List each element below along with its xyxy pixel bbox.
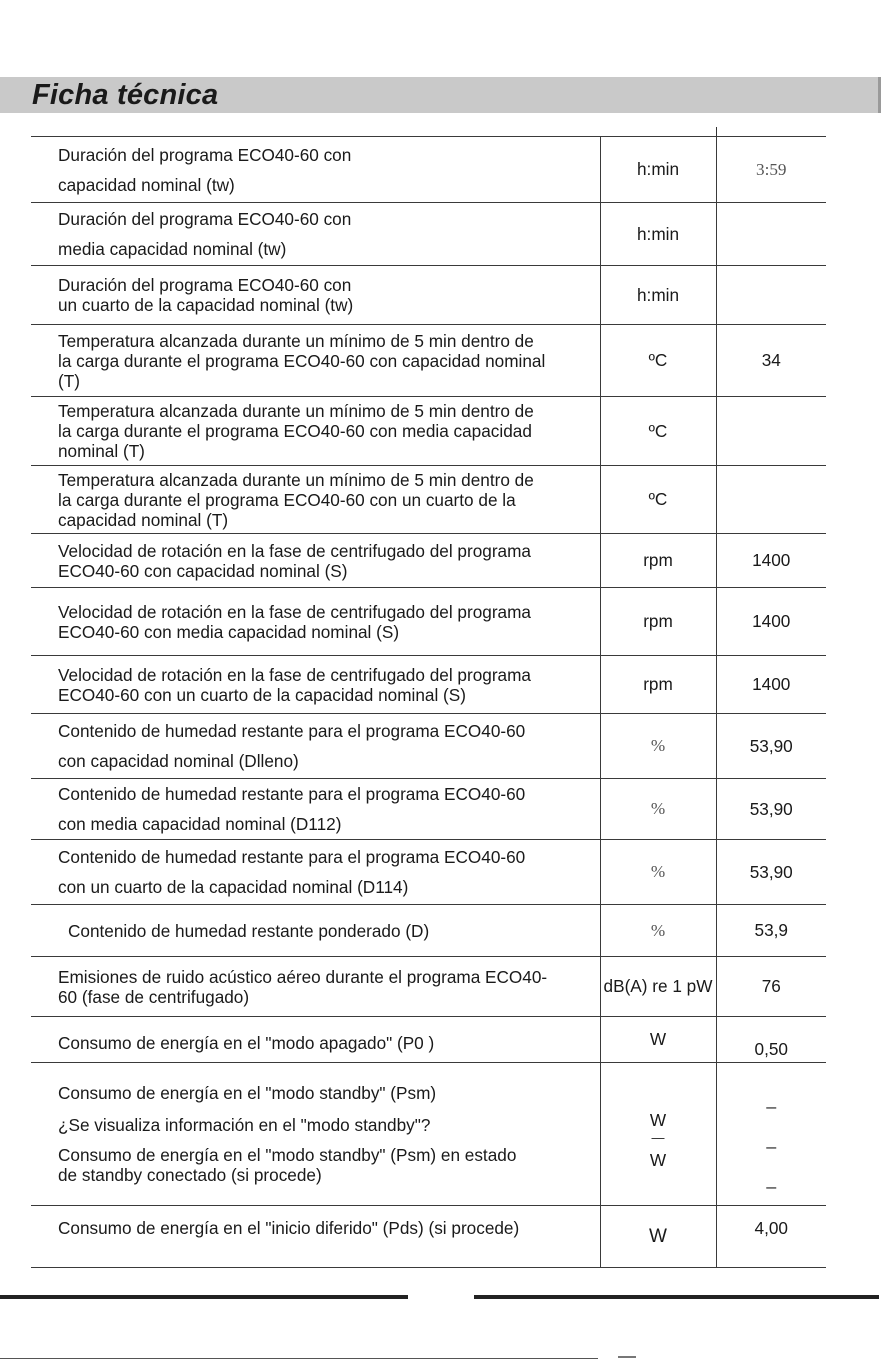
table-row — [31, 203, 826, 266]
footer-rule-left — [0, 1295, 408, 1299]
desc-line: la carga durante el programa ECO40-60 con media capacidad — [58, 421, 532, 441]
desc-line: ECO40-60 con capacidad nominal (S) — [58, 560, 348, 581]
desc-line: Temperatura alcanzada durante un mínimo de 5 min dentro de — [58, 401, 534, 421]
table-row — [31, 1206, 826, 1268]
desc-line: Temperatura alcanzada durante un mínimo de 5 min dentro de — [58, 330, 534, 351]
row-value: 34 — [716, 325, 826, 397]
row-description — [31, 957, 600, 1017]
desc-line: un cuarto de la capacidad nominal (tw) — [58, 295, 354, 315]
row-description — [31, 840, 600, 905]
row-unit: ºC — [600, 466, 716, 534]
row-description — [31, 714, 600, 779]
row-unit-stack — [600, 1063, 716, 1206]
desc-line: ECO40-60 con un cuarto de la capacidad nominal (S) — [58, 684, 466, 705]
desc-line: ECO40-60 con media capacidad nominal (S) — [58, 621, 400, 642]
desc-line: Contenido de humedad restante para el programa ECO40-60 — [58, 847, 526, 867]
desc-line: Emisiones de ruido acústico aéreo durante el programa ECO40- — [58, 966, 548, 987]
row-unit: h:min — [600, 203, 716, 266]
desc-line: (T) — [58, 370, 80, 391]
row-description — [31, 203, 600, 266]
row-unit: % — [600, 779, 716, 840]
desc-line: Contenido de humedad restante para el programa ECO40-60 — [58, 784, 526, 804]
row-value-stack — [716, 1063, 826, 1206]
row-unit: h:min — [600, 137, 716, 203]
spec-table — [31, 136, 826, 1268]
row-description — [31, 466, 600, 534]
table-row — [31, 905, 826, 957]
column-tick-mark — [716, 127, 717, 136]
row-value: 76 — [716, 957, 826, 1017]
row-value: 4,00 — [716, 1206, 826, 1268]
row-description — [31, 397, 600, 466]
table-row — [31, 588, 826, 656]
table-row — [31, 714, 826, 779]
desc-line: Duración del programa ECO40-60 con — [58, 275, 352, 295]
row-value: 53,9 — [716, 905, 826, 957]
row-unit: % — [600, 840, 716, 905]
table-row — [31, 325, 826, 397]
desc-line: Velocidad de rotación en la fase de centrifugado del programa — [58, 540, 531, 561]
table-row — [31, 840, 826, 905]
desc-line: Consumo de energía en el "inicio diferido" (Pds) (si procede) — [58, 1218, 520, 1238]
desc-line: nominal (T) — [58, 441, 145, 461]
table-row — [31, 1063, 826, 1206]
desc-line: Contenido de humedad restante para el programa ECO40-60 — [58, 721, 526, 741]
desc-line: Consumo de energía en el "modo standby" (Psm) en estado — [58, 1145, 517, 1165]
table-row — [31, 466, 826, 534]
row-unit: W — [649, 1150, 667, 1170]
row-value: 53,90 — [716, 840, 826, 905]
row-value — [716, 466, 826, 534]
table-row — [31, 656, 826, 714]
desc-line: capacidad nominal (T) — [58, 509, 229, 530]
row-unit: % — [600, 905, 716, 957]
row-description — [31, 1063, 600, 1206]
row-value: 0,50 — [716, 1017, 826, 1063]
table-row — [31, 266, 826, 325]
row-description — [31, 325, 600, 397]
desc-line: capacidad nominal (tw) — [58, 174, 235, 195]
row-description — [31, 588, 600, 656]
row-unit: ºC — [600, 325, 716, 397]
row-unit: rpm — [600, 656, 716, 714]
row-value: _ — [766, 1129, 777, 1149]
row-description — [31, 266, 600, 325]
desc-line: Duración del programa ECO40-60 con — [58, 144, 352, 165]
table-row — [31, 779, 826, 840]
row-unit: W — [600, 1206, 716, 1268]
page-title: Ficha técnica — [32, 79, 219, 111]
desc-line: la carga durante el programa ECO40-60 con un cuarto de la — [58, 489, 516, 510]
row-unit: rpm — [600, 534, 716, 588]
desc-line: con capacidad nominal (Dlleno) — [58, 751, 299, 771]
row-unit: % — [600, 714, 716, 779]
row-value: 3:59 — [716, 137, 826, 203]
row-value: 53,90 — [716, 779, 826, 840]
row-description — [31, 1206, 600, 1268]
row-value: _ — [766, 1089, 777, 1109]
row-unit: W — [600, 1017, 716, 1063]
row-unit: W — [649, 1110, 667, 1130]
row-unit: dB(A) re 1 pW — [600, 957, 716, 1017]
page-bottom-mark — [618, 1356, 636, 1358]
desc-line: con media capacidad nominal (D112) — [58, 814, 342, 834]
row-value: 53,90 — [716, 714, 826, 779]
desc-line: Contenido de humedad restante ponderado (D) — [68, 920, 430, 941]
footer-rule-right — [474, 1295, 879, 1299]
desc-line: Velocidad de rotación en la fase de centrifugado del programa — [58, 664, 531, 685]
desc-line: 60 (fase de centrifugado) — [58, 986, 250, 1007]
row-unit: ºC — [600, 397, 716, 466]
row-unit: — — [651, 1130, 665, 1145]
table-row — [31, 957, 826, 1017]
row-description — [31, 137, 600, 203]
desc-line: ¿Se visualiza información en el "modo standby"? — [58, 1115, 431, 1135]
row-value — [716, 397, 826, 466]
row-description — [31, 905, 600, 957]
desc-line: Velocidad de rotación en la fase de centrifugado del programa — [58, 601, 531, 622]
table-row — [31, 397, 826, 466]
table-row — [31, 534, 826, 588]
row-description — [31, 1017, 600, 1063]
row-value: 1400 — [716, 656, 826, 714]
row-description — [31, 656, 600, 714]
desc-line: media capacidad nominal (tw) — [58, 239, 287, 259]
desc-line: Temperatura alcanzada durante un mínimo de 5 min dentro de — [58, 469, 534, 490]
desc-line: Consumo de energía en el "modo apagado" (P0 ) — [58, 1033, 435, 1053]
row-value: 1400 — [716, 534, 826, 588]
row-value: _ — [766, 1169, 777, 1189]
desc-line: de standby conectado (si procede) — [58, 1165, 322, 1185]
desc-line: con un cuarto de la capacidad nominal (D114) — [58, 877, 409, 897]
table-row — [31, 137, 826, 203]
desc-line: Duración del programa ECO40-60 con — [58, 209, 352, 229]
row-description — [31, 534, 600, 588]
row-value — [716, 203, 826, 266]
desc-line: Consumo de energía en el "modo standby" (Psm) — [58, 1083, 437, 1103]
row-value: 1400 — [716, 588, 826, 656]
table-row — [31, 1017, 826, 1063]
page-bottom-rule — [0, 1358, 598, 1359]
row-unit: rpm — [600, 588, 716, 656]
row-unit: h:min — [600, 266, 716, 325]
row-value — [716, 266, 826, 325]
row-description — [31, 779, 600, 840]
desc-line: la carga durante el programa ECO40-60 con capacidad nominal — [58, 350, 546, 371]
